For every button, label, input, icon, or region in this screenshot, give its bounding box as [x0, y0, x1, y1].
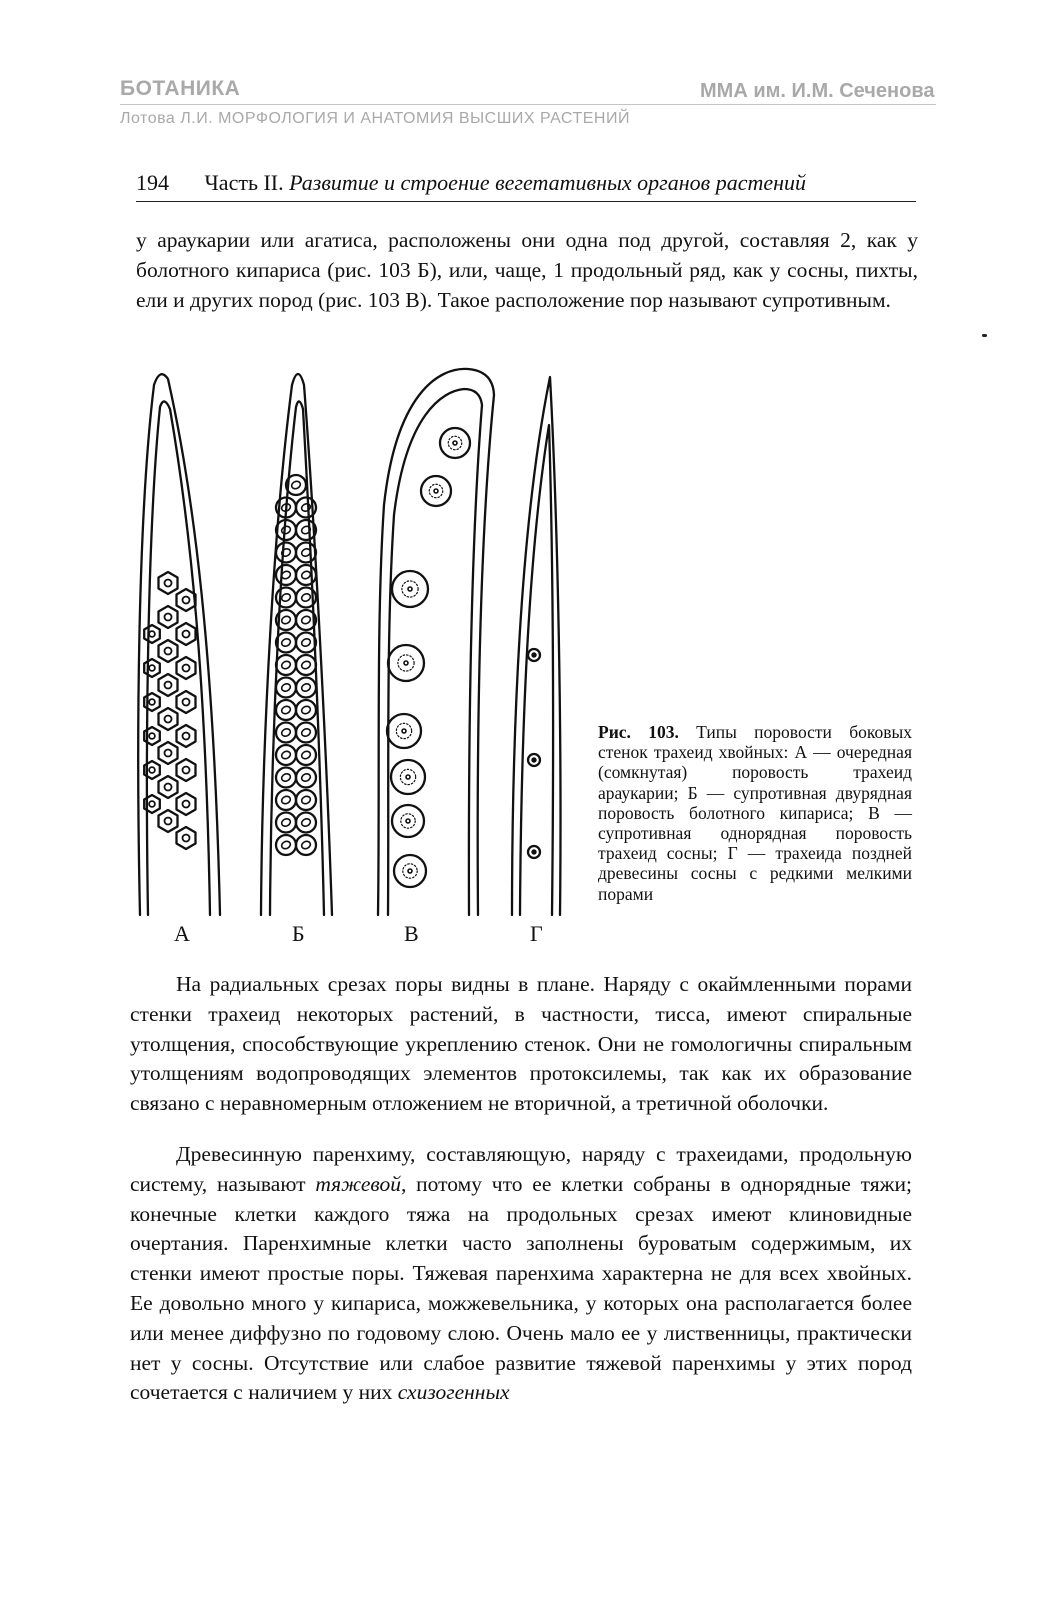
header-subject: БОТАНИКА [120, 77, 241, 100]
pit-b-25 [276, 768, 296, 788]
pit-a-11 [159, 708, 178, 730]
pit-b-23 [276, 745, 296, 765]
pit-b-aperture-0 [290, 480, 301, 490]
pit-v-torus-1 [429, 484, 443, 498]
part-title: Развитие и строение вегетативных органов растений [289, 170, 807, 195]
pit-v-0 [440, 428, 470, 458]
pit-b-aperture-26 [300, 772, 311, 782]
pit-b-aperture-18 [300, 682, 311, 692]
pit-a-aperture-19 [149, 801, 155, 807]
pit-a-17 [159, 776, 178, 798]
part-number: Часть II. [204, 170, 284, 195]
pit-v-2 [392, 571, 428, 607]
pit-v-aperture-2 [408, 587, 412, 591]
pit-v-aperture-1 [434, 489, 438, 493]
pit-a-aperture-2 [164, 613, 171, 620]
pit-b-aperture-31 [280, 840, 291, 850]
pit-b-aperture-12 [300, 615, 311, 625]
pit-v-torus-6 [401, 814, 415, 828]
pit-v-1 [421, 476, 451, 506]
paragraph-3 [130, 1140, 912, 1408]
pit-b-14 [296, 633, 316, 653]
pit-b-aperture-20 [300, 705, 311, 715]
pit-b-aperture-29 [280, 817, 291, 827]
pit-a-21 [177, 827, 196, 849]
pit-a-aperture-12 [182, 732, 189, 739]
pit-b-32 [296, 835, 316, 855]
pit-b-29 [276, 813, 296, 833]
pit-v-7 [394, 855, 426, 887]
paragraph-2: На радиальных срезах поры видны в плане. Наряду с окаймленными порами стенки трахеид некоторых растений, в частности, тисса, имеют спиральные утолщения, способствующие укреплению стенок. Они не гомологичны спиральным утолщениям водопроводящих элементов протоксилемы, так как их образование связано с неравномерным отложением не вторичной, а третичной оболочки. [130, 972, 912, 1116]
term-tyazhevoy: тяжевой [315, 1171, 401, 1196]
pit-b-28 [296, 790, 316, 810]
pit-a-9 [177, 691, 196, 713]
pit-b-20 [296, 700, 316, 720]
pit-v-aperture-7 [408, 869, 412, 873]
pit-a-20 [159, 810, 178, 832]
pit-a-aperture-3 [182, 630, 189, 637]
pit-a-aperture-0 [164, 579, 171, 586]
pit-a-aperture-21 [182, 834, 189, 841]
pit-a-18 [177, 793, 196, 815]
pit-a-aperture-6 [182, 664, 189, 671]
pit-b-aperture-11 [280, 615, 291, 625]
pit-a-15 [177, 759, 196, 781]
pit-b-aperture-3 [280, 525, 291, 535]
margin-mark [982, 334, 987, 337]
pit-b-aperture-15 [280, 660, 291, 670]
pit-b-24 [296, 745, 316, 765]
pit-b-aperture-16 [300, 660, 311, 670]
pit-b-26 [296, 768, 316, 788]
pit-v-torus-3 [398, 655, 414, 671]
pit-a-aperture-9 [182, 698, 189, 705]
pit-b-aperture-28 [300, 795, 311, 805]
tracheid-drawings [128, 355, 588, 955]
pit-a-8 [159, 674, 178, 696]
pit-v-torus-5 [400, 769, 415, 784]
pit-v-aperture-6 [406, 819, 410, 823]
pit-v-torus-4 [396, 723, 411, 738]
header-institution: ММА им. И.М. Сеченова [700, 80, 935, 102]
pit-b-31 [276, 835, 296, 855]
caption-text: Типы поровости боковых стенок трахеид хвойных: А — очередная (сомкнутая) поровость трахеид араукарии; Б — супротивная двурядная поровость болотного кипариса; В — супротивная однорядная поровость трахеид сосны; Г — трахеида поздней древесины сосны с редкими мелкими порами [598, 722, 912, 904]
pit-b-17 [276, 678, 296, 698]
pit-b-30 [296, 813, 316, 833]
pit-b-16 [296, 655, 316, 675]
pit-a-6 [177, 657, 196, 679]
tracheid-b-drawing [261, 374, 332, 915]
figure-label-b: Б [292, 921, 305, 946]
pit-a-aperture-17 [164, 783, 171, 790]
pit-a-4 [144, 625, 160, 643]
pit-g-aperture-1 [532, 758, 536, 762]
pit-a-aperture-10 [149, 699, 155, 705]
pit-b-aperture-13 [280, 637, 291, 647]
term-skhizogennykh: схизогенных [397, 1380, 510, 1405]
running-head-rule [136, 201, 916, 202]
tracheid-v-drawing [378, 369, 494, 915]
pit-b-aperture-32 [300, 840, 311, 850]
pit-a-aperture-5 [164, 647, 171, 654]
pit-a-5 [159, 640, 178, 662]
pit-b-aperture-22 [300, 727, 311, 737]
pit-b-aperture-19 [280, 705, 291, 715]
page-number: 194 [136, 170, 169, 195]
header-divider [120, 104, 936, 105]
pit-b-aperture-10 [300, 592, 311, 602]
pit-b-5 [276, 543, 296, 563]
pit-a-3 [177, 623, 196, 645]
pit-b-18 [296, 678, 316, 698]
pit-v-aperture-0 [453, 441, 457, 445]
pit-a-2 [159, 606, 178, 628]
paragraph-3-text-b: , потому что ее клетки собраны в однорядные тяжи; конечные клетки каждого тяжа на продольных срезах имеют клиновидные очертания. Паренхимные клетки часто заполнены буроватым содержимым, их стенки имеют простые поры. Тяжевая паренхима характерна не для всех хвойных. Ее довольно много у кипариса, можжевельника, у которых она располагается более или менее диффузно по годовому слою. Очень мало ее у лиственницы, практически нет у сосны. Отсутствие или слабое развитие тяжевой паренхимы у этих пород сочетается с наличием у них [130, 1171, 912, 1405]
pit-v-aperture-3 [404, 661, 408, 665]
pit-b-aperture-2 [300, 502, 311, 512]
paragraph-3-text-a: Древесинную паренхиму, составляющую, наряду с трахеидами, продольную систему, называют [130, 1142, 912, 1196]
figure-caption [598, 722, 912, 904]
pit-v-torus-7 [403, 864, 417, 878]
pit-a-aperture-18 [182, 800, 189, 807]
pit-b-13 [276, 633, 296, 653]
tracheid-g-drawing [512, 377, 561, 915]
pit-b-6 [296, 543, 316, 563]
running-head [136, 170, 916, 196]
pit-v-torus-0 [448, 436, 462, 450]
pit-a-aperture-7 [149, 665, 155, 671]
pit-b-aperture-17 [280, 682, 291, 692]
pit-b-15 [276, 655, 296, 675]
pit-b-aperture-9 [280, 592, 291, 602]
pit-b-aperture-8 [300, 570, 311, 580]
pit-b-aperture-23 [280, 750, 291, 760]
figure-label-v: В [404, 921, 419, 946]
pit-g-aperture-0 [532, 653, 536, 657]
caption-label: Рис. 103. [598, 722, 679, 742]
pit-b-aperture-27 [280, 795, 291, 805]
pit-b-21 [276, 723, 296, 743]
pit-a-12 [177, 725, 196, 747]
pit-b-aperture-24 [300, 750, 311, 760]
pit-a-aperture-14 [164, 749, 171, 756]
figure-label-a: А [174, 921, 190, 946]
pit-a-aperture-1 [182, 596, 189, 603]
pit-b-aperture-14 [300, 637, 311, 647]
pit-a-aperture-13 [149, 733, 155, 739]
pit-a-aperture-11 [164, 715, 171, 722]
header-book-title: Лотова Л.И. МОРФОЛОГИЯ И АНАТОМИЯ ВЫСШИХ РАСТЕНИЙ [120, 110, 630, 127]
pit-a-aperture-8 [164, 681, 171, 688]
pit-a-1 [177, 589, 196, 611]
pit-a-14 [159, 742, 178, 764]
pit-a-aperture-16 [149, 767, 155, 773]
pit-v-torus-2 [402, 581, 418, 597]
pit-v-4 [387, 714, 421, 748]
pit-b-22 [296, 723, 316, 743]
pit-v-aperture-5 [406, 775, 410, 779]
pit-a-aperture-4 [149, 631, 155, 637]
pit-g-aperture-2 [532, 850, 536, 854]
pit-v-6 [392, 805, 424, 837]
pit-v-aperture-4 [402, 729, 406, 733]
pit-v-3 [388, 645, 424, 681]
pit-b-8 [296, 565, 316, 585]
pit-b-aperture-25 [280, 772, 291, 782]
pit-a-aperture-20 [164, 817, 171, 824]
pit-b-aperture-30 [300, 817, 311, 827]
paragraph-1: у араукарии или агатиса, расположены они одна под другой, составляя 2, как у болотного кипариса (рис. 103 Б), или, чаще, 1 продольный ряд, как у сосны, пихты, ели и других пород (рис. 103 В). Такое расположение пор называют супротивным. [136, 228, 918, 312]
pit-v-5 [391, 760, 425, 794]
pit-b-27 [276, 790, 296, 810]
figure-label-g: Г [530, 921, 543, 946]
tracheid-a-drawing [138, 374, 220, 915]
pit-b-19 [276, 700, 296, 720]
pit-b-aperture-21 [280, 727, 291, 737]
pit-b-7 [276, 565, 296, 585]
figure-103 [128, 355, 588, 955]
pit-a-0 [159, 572, 178, 594]
pit-a-7 [144, 659, 160, 677]
pit-a-aperture-15 [182, 766, 189, 773]
pit-b-9 [276, 588, 296, 608]
